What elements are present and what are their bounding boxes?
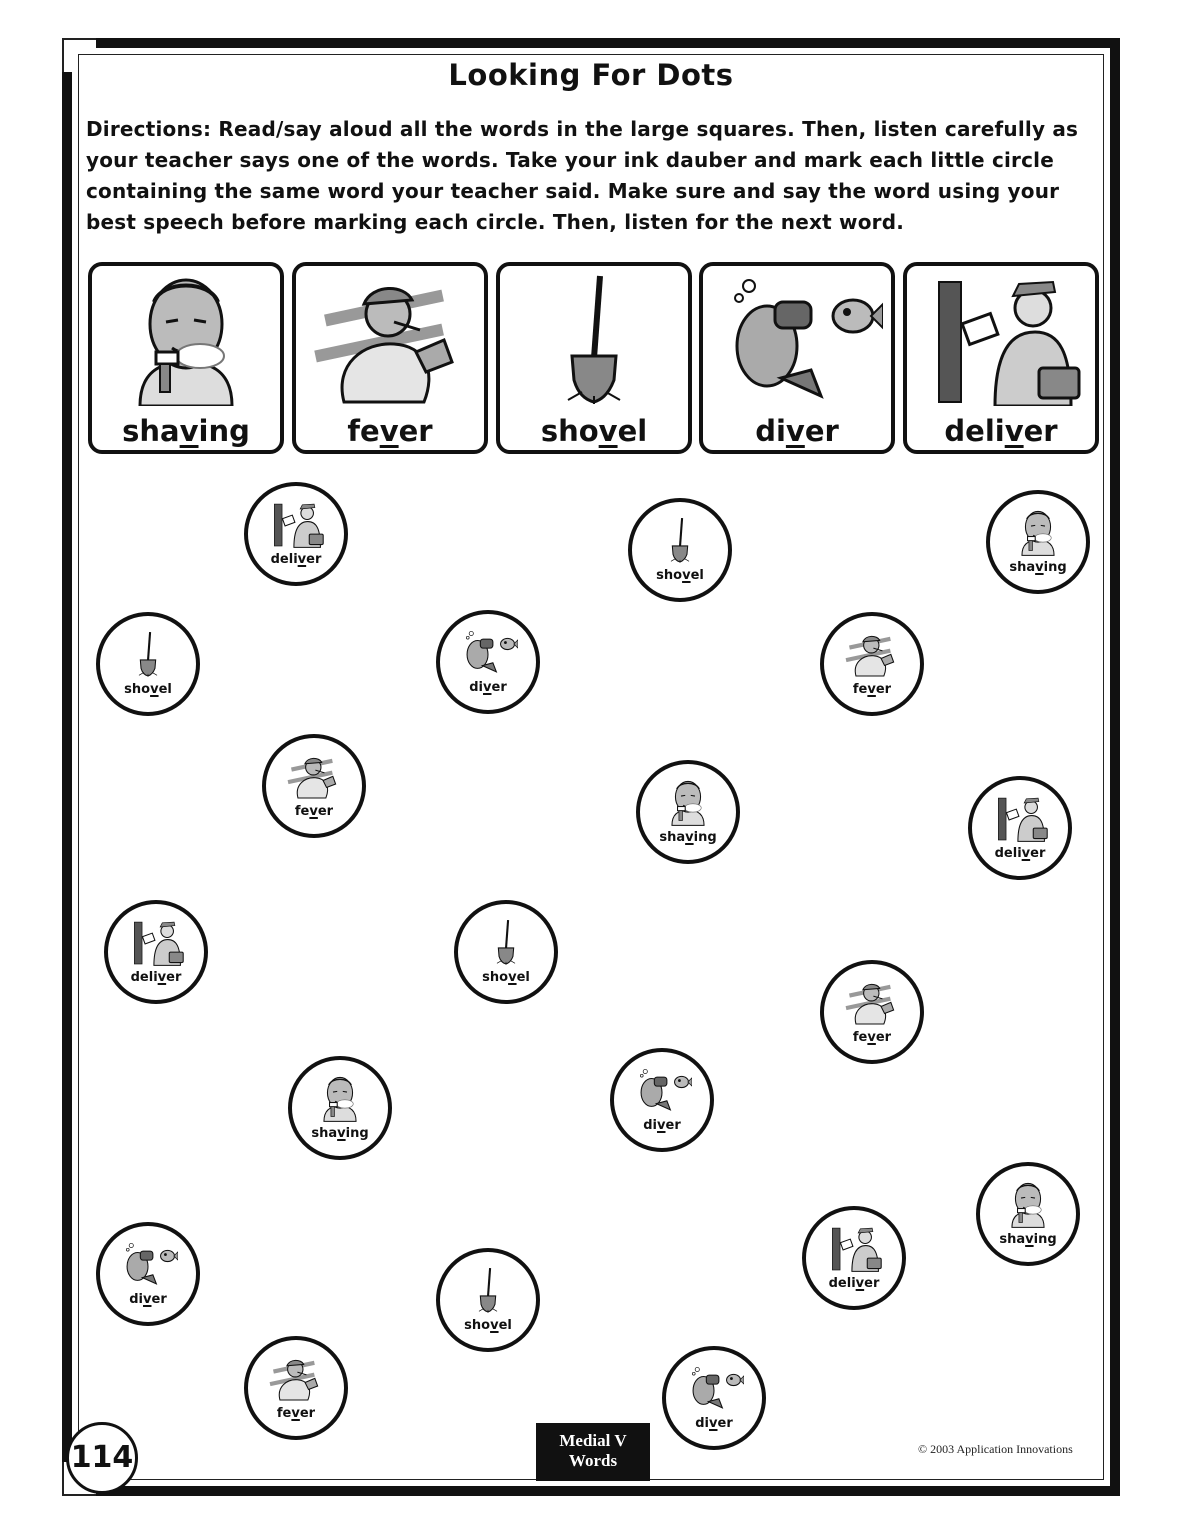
word-card-shovel [496, 262, 692, 454]
mail-carrier-icon [266, 494, 326, 554]
card-word: shovel [540, 414, 648, 448]
sick-person-icon [842, 972, 902, 1032]
dot-fever[interactable] [262, 734, 366, 838]
dot-word: deliver [130, 970, 182, 985]
frame-bar-left [62, 72, 72, 1462]
diver-icon [711, 272, 883, 406]
shaving-man-icon [310, 1068, 370, 1128]
word-card-diver [699, 262, 895, 454]
dot-word: diver [129, 1292, 167, 1307]
frame-bar-bottom [96, 1486, 1120, 1496]
shaving-man-icon [658, 772, 718, 832]
diver-icon [684, 1358, 744, 1418]
dot-word: deliver [828, 1276, 880, 1291]
frame-bar-right [1110, 38, 1120, 1496]
dot-fever[interactable] [820, 960, 924, 1064]
dot-diver[interactable] [662, 1346, 766, 1450]
dot-deliver[interactable] [244, 482, 348, 586]
shovel-icon [476, 912, 536, 972]
dot-word: shaving [999, 1232, 1057, 1247]
dot-word: diver [643, 1118, 681, 1133]
card-word: fever [347, 414, 433, 448]
category-label-line2: Words [568, 1451, 618, 1470]
page-title: Looking For Dots [448, 58, 734, 92]
shovel-icon [508, 272, 680, 406]
dot-word: shovel [656, 568, 704, 583]
dot-deliver[interactable] [802, 1206, 906, 1310]
dot-deliver[interactable] [104, 900, 208, 1004]
category-label [536, 1423, 650, 1481]
dot-shovel[interactable] [628, 498, 732, 602]
frame-bar-top [96, 38, 1120, 48]
dot-word: deliver [994, 846, 1046, 861]
dot-word: fever [276, 1406, 316, 1421]
mail-carrier-icon [915, 272, 1087, 406]
shaving-man-icon [100, 272, 272, 406]
dot-word: shovel [464, 1318, 512, 1333]
shovel-icon [458, 1260, 518, 1320]
shaving-man-icon [998, 1174, 1058, 1234]
dot-word: shaving [659, 830, 717, 845]
dot-shovel[interactable] [436, 1248, 540, 1352]
dot-word: shaving [311, 1126, 369, 1141]
diver-icon [632, 1060, 692, 1120]
directions-text: Directions: Read/say aloud all the words in the large squares. Then, listen carefully as your teacher says one of the words. Take your ink dauber and mark each little circle containing the same word your teacher said. Make sure and say the word using your best speech before marking each circle. Then, listen for the next word. [86, 117, 1079, 234]
shovel-icon [118, 624, 178, 684]
sick-person-icon [284, 746, 344, 806]
dot-word: diver [695, 1416, 733, 1431]
sick-person-icon [266, 1348, 326, 1408]
dot-word: fever [294, 804, 334, 819]
dot-fever[interactable] [820, 612, 924, 716]
mail-carrier-icon [824, 1218, 884, 1278]
mail-carrier-icon [126, 912, 186, 972]
mail-carrier-icon [990, 788, 1050, 848]
dot-diver[interactable] [610, 1048, 714, 1152]
word-card-shaving [88, 262, 284, 454]
diver-icon [458, 622, 518, 682]
word-card-deliver [903, 262, 1099, 454]
dot-word: shaving [1009, 560, 1067, 575]
dot-word: shovel [124, 682, 172, 697]
diver-icon [118, 1234, 178, 1294]
dot-word: fever [852, 682, 892, 697]
shaving-man-icon [1008, 502, 1068, 562]
dot-shovel[interactable] [454, 900, 558, 1004]
dot-shaving[interactable] [636, 760, 740, 864]
dot-shaving[interactable] [288, 1056, 392, 1160]
dot-word: deliver [270, 552, 322, 567]
dot-fever[interactable] [244, 1336, 348, 1440]
shovel-icon [650, 510, 710, 570]
dot-word: diver [469, 680, 507, 695]
category-label-line1: Medial V [559, 1431, 627, 1450]
dot-word: fever [852, 1030, 892, 1045]
card-word: shaving [122, 414, 250, 448]
dot-shovel[interactable] [96, 612, 200, 716]
dot-shaving[interactable] [986, 490, 1090, 594]
card-word: diver [755, 414, 839, 448]
card-word: deliver [944, 414, 1058, 448]
sick-person-icon [842, 624, 902, 684]
dot-diver[interactable] [436, 610, 540, 714]
dot-shaving[interactable] [976, 1162, 1080, 1266]
copyright-notice: © 2003 Application Innovations [918, 1442, 1073, 1456]
sick-person-icon [304, 272, 476, 406]
dot-deliver[interactable] [968, 776, 1072, 880]
word-card-fever [292, 262, 488, 454]
page-number: 114 [66, 1422, 138, 1494]
dot-diver[interactable] [96, 1222, 200, 1326]
dot-word: shovel [482, 970, 530, 985]
